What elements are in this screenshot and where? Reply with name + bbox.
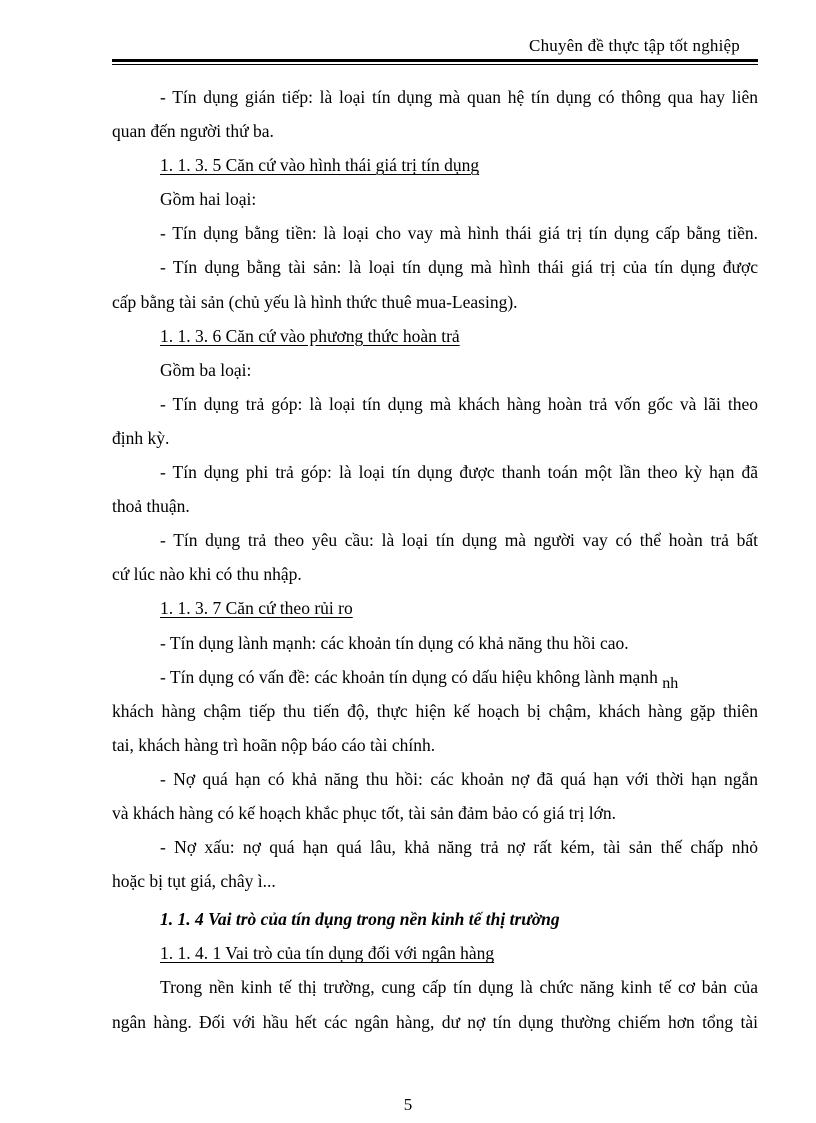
- paragraph-line: Gồm hai loại:: [160, 189, 257, 210]
- section-heading-1-1-4-1: [112, 936, 758, 970]
- paragraph-line: - Nợ quá hạn có khả năng thu hồi: các khoản nợ đã quá hạn với thời hạn ngắn: [160, 768, 758, 789]
- stray-text-fragment: nh: [662, 674, 679, 692]
- paragraph-line: cấp bằng tài sản (chủ yếu là hình thức thuê mua-Leasing).: [112, 291, 518, 312]
- paragraph-line: [112, 660, 758, 694]
- heading-text: 1. 1. 3. 7 Căn cứ theo rủi ro: [160, 598, 353, 619]
- header-rule-thick: [112, 59, 758, 62]
- section-heading-1-1-3-7: [112, 591, 758, 625]
- paragraph-line: tai, khách hàng trì hoãn nộp báo cáo tài chính.: [112, 734, 436, 755]
- section-heading-1-1-3-5: [112, 148, 758, 182]
- heading-text: 1. 1. 3. 6 Căn cứ vào phương thức hoàn trả: [160, 325, 460, 346]
- paragraph-line: và khách hàng có kế hoạch khắc phục tốt, tài sản đảm bảo có giá trị lớn.: [112, 802, 616, 823]
- heading-text: 1. 1. 3. 5 Căn cứ vào hình thái giá trị tín dụng: [160, 155, 480, 176]
- paragraph-line: Trong nền kinh tế thị trường, cung cấp tín dụng là chức năng kinh tế cơ bản của: [160, 977, 758, 998]
- section-heading-1-1-4: 1. 1. 4 Vai trò của tín dụng trong nền kinh tế thị trường: [160, 909, 560, 930]
- heading-text: 1. 1. 4. 1 Vai trò của tín dụng đối với ngân hàng: [160, 943, 495, 964]
- paragraph-line: Gồm ba loại:: [160, 359, 252, 380]
- paragraph-line: - Tín dụng bằng tiền: là loại cho vay mà hình thái giá trị tín dụng cấp bằng tiền.: [160, 223, 758, 244]
- paragraph-line: cứ lúc nào khi có thu nhập.: [112, 564, 302, 585]
- paragraph-line: - Tín dụng bằng tài sản: là loại tín dụng mà hình thái giá trị của tín dụng được: [160, 257, 758, 278]
- paragraph-line: - Tín dụng trả theo yêu cầu: là loại tín dụng mà người vay có thể hoàn trả bất: [160, 530, 758, 551]
- paragraph-line: định kỳ.: [112, 427, 170, 448]
- page-number: 5: [403, 1095, 413, 1114]
- line-text: - Tín dụng có vấn đề: các khoản tín dụng có dấu hiệu không lành mạnh: [160, 666, 658, 687]
- paragraph-line: thoả thuận.: [112, 496, 190, 517]
- paragraph-line: - Tín dụng phi trả góp: là loại tín dụng được thanh toán một lần theo kỳ hạn đã: [160, 462, 758, 483]
- paragraph-line: quan đến người thứ ba.: [112, 121, 274, 142]
- page-body: [112, 80, 758, 1039]
- paragraph-line: khách hàng chậm tiếp thu tiến độ, thực hiện kế hoạch bị chậm, khách hàng gặp thiên: [112, 700, 758, 721]
- paragraph-line: - Tín dụng trả góp: là loại tín dụng mà khách hàng hoàn trả vốn gốc và lãi theo: [160, 393, 758, 414]
- paragraph-line: hoặc bị tụt giá, chây ì...: [112, 871, 276, 892]
- section-heading-1-1-3-6: [112, 319, 758, 353]
- header-rule-thin: [112, 64, 758, 65]
- paragraph-line: - Tín dụng lành mạnh: các khoản tín dụng có khả năng thu hồi cao.: [160, 632, 629, 653]
- paragraph-line: ngân hàng. Đối với hầu hết các ngân hàng, dư nợ tín dụng thường chiếm hơn tổng tài: [112, 1011, 758, 1032]
- paragraph-line: - Nợ xấu: nợ quá hạn quá lâu, khả năng trả nợ rất kém, tài sản thế chấp nhỏ: [160, 837, 758, 858]
- paragraph-line: - Tín dụng gián tiếp: là loại tín dụng mà quan hệ tín dụng có thông qua hay liên: [160, 87, 758, 107]
- running-header-title: Chuyên đề thực tập tốt nghiệp: [529, 36, 740, 55]
